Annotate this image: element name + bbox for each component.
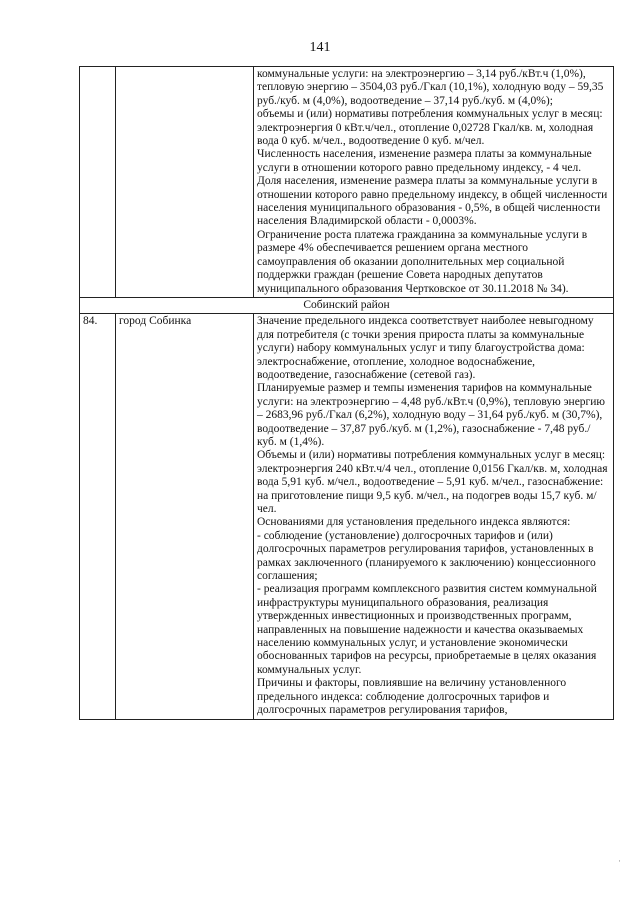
section-row <box>80 297 614 313</box>
paragraph: объемы и (или) нормативы потребления коммунальных услуг в месяц: электроэнергия 0 кВт.ч/чел., отопление 0,02728 Гкал/кв. м, холодная вода 0 куб. м/чел., водоотведение 0 куб. м/чел. <box>257 108 603 148</box>
paragraph: Объемы и (или) нормативы потребления коммунальных услуг в месяц: электроэнергия 240 кВт.ч/4 чел., отопление 0,0156 Гкал/кв. м, холодная вода 5,91 куб. м/чел., водоотведение – 5,91 куб. м/чел., газоснабжение: на приготовление пищи 9,5 куб. м/чел., на подогрев воды 15,7 куб. м/чел. <box>257 449 608 515</box>
paragraph: Численность населения, изменение размера платы за коммунальные услуги в отношении которого равно предельному индексу, - 4 чел. <box>257 148 592 174</box>
section-title: Собинский район <box>80 297 614 313</box>
description-cell <box>254 67 614 298</box>
paragraph: - реализация программ комплексного развития систем коммунальной инфраструктуры муниципального образования, реализация утвержденных инвестиционных и производственных программ, направленных на повышение надежности и качества оказываемых населению коммунальных услуг, и установление экономически обоснованных тарифов на ресурсы, приобретаемые в целях оказания коммунальных услуг. <box>257 583 597 676</box>
description-cell <box>254 314 614 719</box>
paragraph: Значение предельного индекса соответствует наиболее невыгодному для потребителя (с точки зрения прироста платы за коммунальные услуги) набору коммунальных услуг и типу благоустройства дома: электроснабжение, отопление, холодное водоснабжение, водоотведение, газоснабжение (сетевой газ). <box>257 315 594 381</box>
tariff-table <box>79 66 614 720</box>
municipality-cell <box>116 67 254 298</box>
scan-mark: · <box>618 856 621 866</box>
paragraph: Планируемые размер и темпы изменения тарифов на коммунальные услуги: на электроэнергию – 4,48 руб./кВт.ч (0,9%), тепловую энергию – 2683,96 руб./Гкал (6,2%), холодную воду – 31,64 руб./куб. м (30,7%), водоотведение – 37,87 руб./куб. м (1,2%), газоснабжение - 7,48 руб./куб. м (1,4%). <box>257 382 606 448</box>
table-row <box>80 67 614 298</box>
row-number-cell <box>80 67 116 298</box>
page-number: 141 <box>309 40 331 55</box>
table-row <box>80 314 614 719</box>
paragraph: Причины и факторы, повлиявшие на величину установленного предельного индекса: соблюдение долгосрочных тарифов и долгосрочных параметров регулирования тарифов, <box>257 677 567 717</box>
paragraph: коммунальные услуги: на электроэнергию – 3,14 руб./кВт.ч (1,0%), тепловую энергию – 3504,03 руб./Гкал (10,1%), холодную воду – 59,35 руб./куб. м (4,0%), водоотведение – 37,14 руб./куб. м (4,0%); <box>257 68 604 107</box>
paragraph: Доля населения, изменение размера платы за коммунальные услуги в отношении которого равно предельному индексу, в общей численности населения муниципального образования - 0,5%, в общей численности населения Владимирской области - 0,0003%. <box>257 175 608 228</box>
row-number-cell: 84. <box>80 314 116 719</box>
municipality-cell: город Собинка <box>116 314 254 719</box>
paragraph: - соблюдение (установление) долгосрочных тарифов и (или) долгосрочных параметров регулирования тарифов, установленных в рамках заключенного (планируемого к заключению) концессионного соглашения; <box>257 529 596 583</box>
paragraph: Ограничение роста платежа гражданина за коммунальные услуги в размере 4% обеспечивается решением органа местного самоуправления об оказании дополнительных мер социальной поддержки граждан (решение Совета народных депутатов муниципального образования Чертковское от 30.11.2018 № 34). <box>257 228 588 295</box>
paragraph: Основаниями для установления предельного индекса являются: <box>257 516 571 529</box>
